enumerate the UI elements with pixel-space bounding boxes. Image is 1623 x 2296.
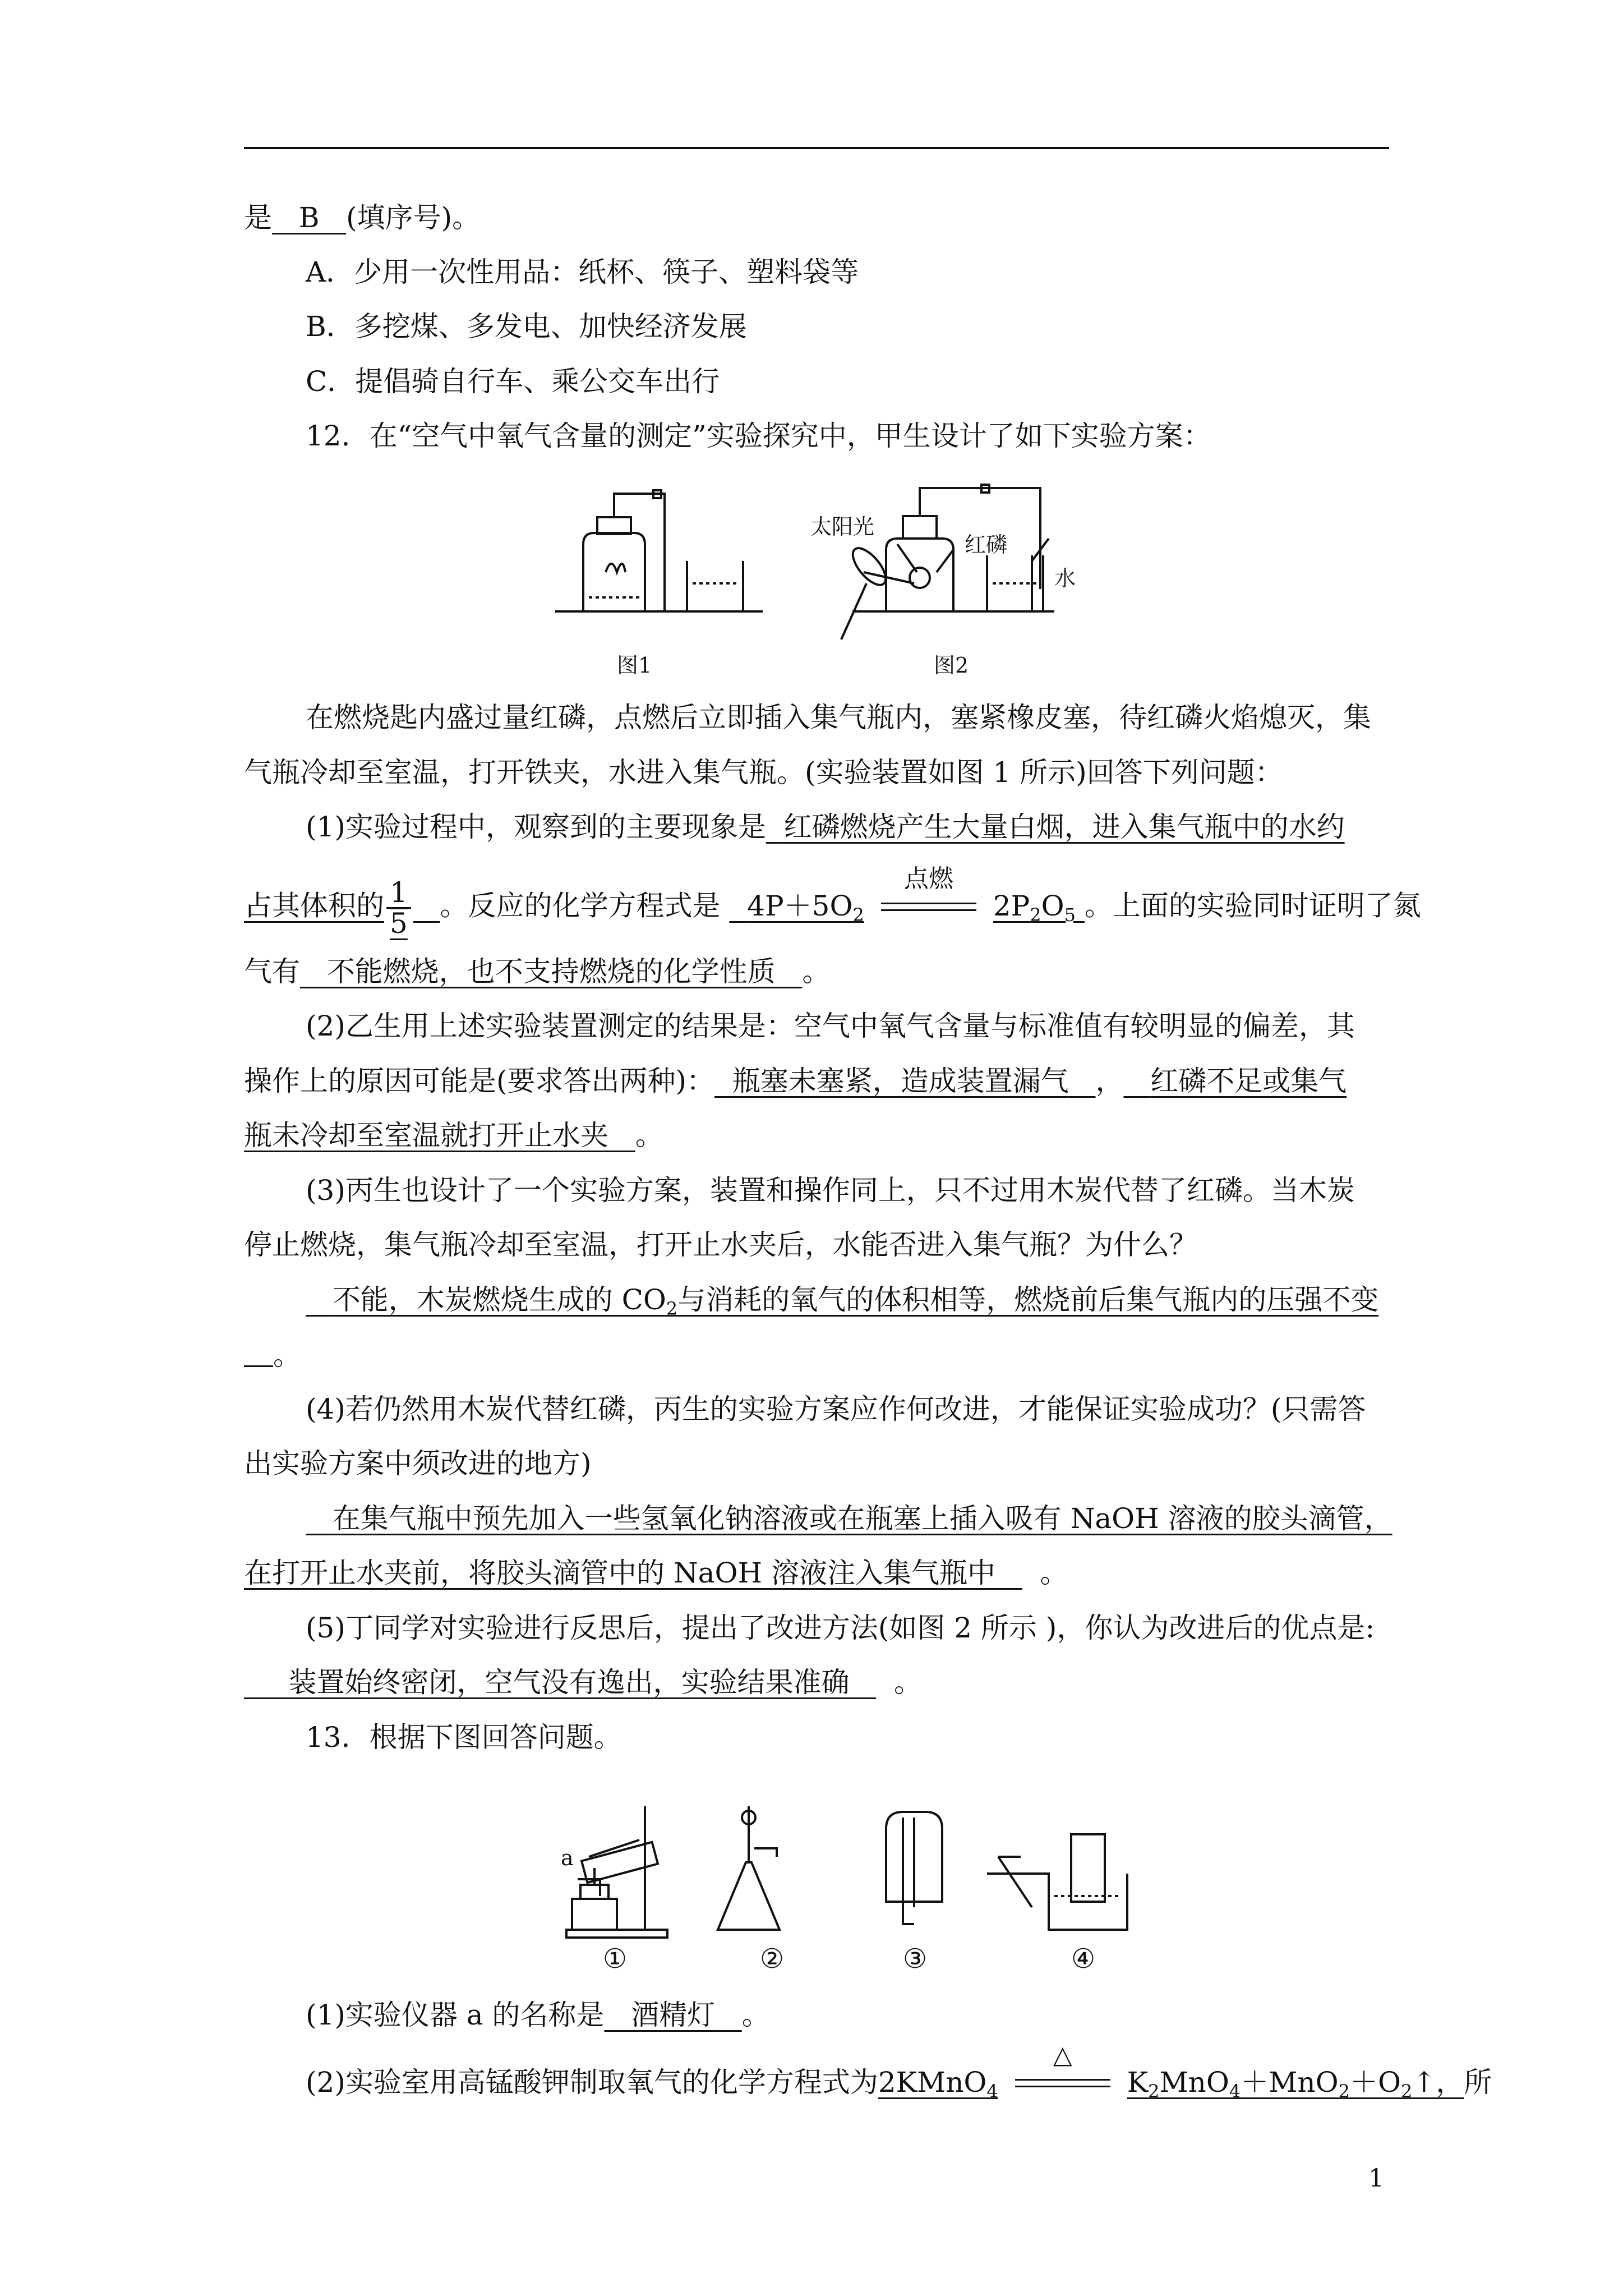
q2-line: (2)乙生用上述实验装置测定的结果是：空气中氧气含量与标准值有较明显的偏差，其	[306, 1010, 1355, 1042]
q4-answer: 在集气瓶中预先加入一些氢氧化钠溶液或在瓶塞上插入吸有 NaOH 溶液的胶头滴管，	[332, 1502, 1393, 1535]
reaction-condition: 点燃	[875, 890, 982, 926]
question-13: 13．根据下图回答问题。	[306, 1721, 622, 1754]
q4-answer: 在打开止水夹前，将胶头滴管中的 NaOH 溶液注入集气瓶中 。	[244, 1557, 1068, 1589]
label-1: ①	[603, 1943, 628, 1975]
header-rule	[244, 147, 1389, 149]
text-line: 气瓶冷却至室温，打开铁夹，水进入集气瓶。(实验装置如图 1 所示)回答下列问题：	[244, 756, 1283, 789]
page-number: 1	[1368, 2164, 1384, 2193]
figure-1-caption: 图1	[617, 653, 652, 678]
question-12: 12．在“空气中氧气含量的测定”实验探究中，甲生设计了如下实验方案：	[306, 420, 1211, 452]
label-sunlight: 太阳光	[810, 514, 875, 539]
text-line: 是 B (填序号)。	[244, 201, 481, 234]
q13-1-line: (1)实验仪器 a 的名称是 酒精灯 。	[306, 1999, 770, 2031]
label-4: ④	[1071, 1943, 1096, 1975]
option-a: A．少用一次性用品：纸杯、筷子、塑料袋等	[306, 256, 859, 288]
q3-answer: 。	[244, 1336, 301, 1373]
reaction-condition: △	[1009, 2067, 1116, 2102]
q13-2-line: (2)实验室用高锰酸钾制取氧气的化学方程式为2KMnO$_4$ △ $K_2MnO_4+MnO_2+O_2↑$，所	[306, 2041, 1492, 2102]
label-a: a	[561, 1846, 574, 1870]
option-b: B．多挖煤、多发电、加快经济发展	[306, 310, 747, 343]
q3-line: (3)丙生也设计了一个实验方案，装置和操作同上，只不过用木炭代替了红磷。当木炭	[306, 1174, 1355, 1207]
option-c: C．提倡骑自行车、乘公交车出行	[306, 365, 720, 398]
text-line: 在燃烧匙内盛过量红磷，点燃后立即插入集气瓶内，塞紧橡皮塞，待红磷火焰熄灭，集	[306, 701, 1371, 734]
q4-line: (4)若仍然用木炭代替红磷，丙生的实验方案应作何改进，才能保证实验成功？(只需答	[306, 1393, 1366, 1425]
label-2: ②	[760, 1943, 785, 1975]
q3-answer: 不能，木炭燃烧生成的 $CO_2$与消耗的氧气的体积相等，燃烧前后集气瓶内的压强不变	[332, 1283, 1379, 1319]
label-red-phosphorus: 红磷	[965, 532, 1008, 557]
q1-line: (1)实验过程中，观察到的主要现象是 红磷燃烧产生大量白烟，进入集气瓶中的水约	[306, 811, 1345, 843]
q5-line: (5)丁同学对实验进行反思后，提出了改进方法(如图 2 所示 )，你认为改进后的优点是:	[306, 1612, 1375, 1644]
answer-blank: B	[298, 201, 320, 234]
apparatus-figure	[555, 1795, 1138, 1947]
label-water: 水	[1054, 566, 1076, 591]
q1-line: 占其体积的 $\frac{1}{5}$ 。反应的化学方程式是 $4P+5O_2$ 点燃 $2P_2O_5$ 。上面的实验同时证明了氮	[244, 864, 1421, 940]
figure-1-2	[550, 477, 1066, 662]
answer-blank: 红磷燃烧产生大量白烟，进入集气瓶中的水约	[783, 811, 1345, 843]
q5-answer: 装置始终密闭，空气没有逸出，实验结果准确 。	[288, 1666, 922, 1699]
q3-line: 停止燃烧，集气瓶冷却至室温，打开止水夹后，水能否进入集气瓶？为什么？	[244, 1228, 1197, 1261]
q2-line: 操作上的原因可能是(要求答出两种)： 瓶塞未塞紧，造成装置漏气 ， 红磷不足或集气	[244, 1065, 1347, 1097]
q1-line: 气有 不能燃烧，也不支持燃烧的化学性质 。	[244, 955, 831, 988]
q4-line: 出实验方案中须改进的地方)	[244, 1447, 592, 1480]
label-3: ③	[903, 1943, 928, 1975]
figure-2-caption: 图2	[934, 653, 969, 678]
q2-line: 瓶未冷却至室温就打开止水夹 。	[244, 1119, 663, 1152]
fraction: $\frac{1}{5}$	[386, 878, 411, 938]
